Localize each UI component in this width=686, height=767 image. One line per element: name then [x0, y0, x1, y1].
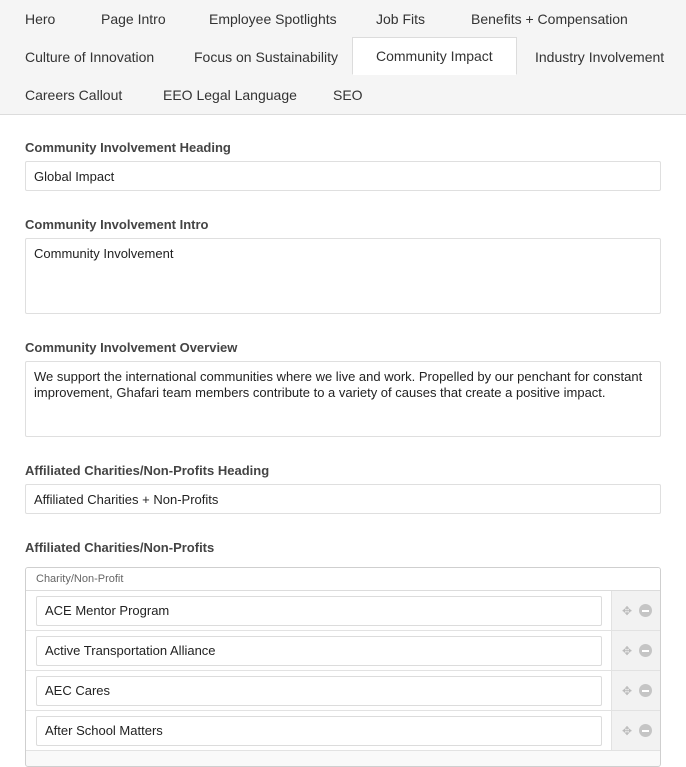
remove-row-icon[interactable]	[639, 644, 652, 657]
tab-employee-spotlights[interactable]: Employee Spotlights	[209, 11, 337, 27]
tab-bar	[0, 0, 686, 115]
heading-field-label: Community Involvement Heading	[25, 140, 231, 155]
move-icon[interactable]: ✥	[621, 604, 633, 618]
tab-careers-callout[interactable]: Careers Callout	[25, 87, 123, 103]
overview-textarea[interactable]: We support the international communities where we live and work. Propelled by our penchant for constant improvement, Ghafari team members contribute to a variety of causes that create a positive impact.	[25, 361, 661, 437]
repeater-row	[26, 631, 660, 671]
tab-job-fits[interactable]: Job Fits	[376, 11, 426, 27]
row-actions	[611, 671, 660, 710]
intro-field-label: Community Involvement Intro	[25, 217, 209, 232]
row-actions	[611, 631, 660, 670]
tab-focus-on-sustainability[interactable]: Focus on Sustainability	[194, 49, 338, 65]
move-icon[interactable]: ✥	[621, 684, 633, 698]
charity-input[interactable]: ACE Mentor Program	[36, 596, 602, 626]
charities-heading-input[interactable]: Affiliated Charities + Non-Profits	[25, 484, 661, 514]
charities-field-label: Affiliated Charities/Non-Profits	[25, 540, 215, 555]
tab-eeo-legal-language[interactable]: EEO Legal Language	[163, 87, 297, 103]
charity-input[interactable]: AEC Cares	[36, 676, 602, 706]
heading-input[interactable]: Global Impact	[25, 161, 661, 191]
tab-hero[interactable]: Hero	[25, 11, 56, 27]
move-icon[interactable]: ✥	[621, 644, 633, 658]
charity-input[interactable]: Active Transportation Alliance	[36, 636, 602, 666]
row-actions	[611, 711, 660, 750]
tab-seo[interactable]: SEO	[333, 87, 363, 103]
repeater-row	[26, 671, 660, 711]
repeater-row	[26, 711, 660, 751]
remove-row-icon[interactable]	[639, 604, 652, 617]
repeater-column-header: Charity/Non-Profit	[26, 568, 660, 591]
charities-heading-field-label: Affiliated Charities/Non-Profits Heading	[25, 463, 270, 478]
intro-textarea[interactable]: Community Involvement	[25, 238, 661, 314]
charity-input[interactable]: After School Matters	[36, 716, 602, 746]
tab-industry-involvement[interactable]: Industry Involvement	[535, 49, 665, 65]
tab-community-impact[interactable]: Community Impact	[352, 37, 517, 75]
row-actions	[611, 591, 660, 630]
tab-benefits-compensation[interactable]: Benefits + Compensation	[471, 11, 628, 27]
move-icon[interactable]: ✥	[621, 724, 633, 738]
overview-field-label: Community Involvement Overview	[25, 340, 238, 355]
repeater-row	[26, 591, 660, 631]
tab-culture-of-innovation[interactable]: Culture of Innovation	[25, 49, 155, 65]
tab-page-intro[interactable]: Page Intro	[101, 11, 166, 27]
remove-row-icon[interactable]	[639, 724, 652, 737]
charities-repeater	[25, 567, 661, 767]
remove-row-icon[interactable]	[639, 684, 652, 697]
